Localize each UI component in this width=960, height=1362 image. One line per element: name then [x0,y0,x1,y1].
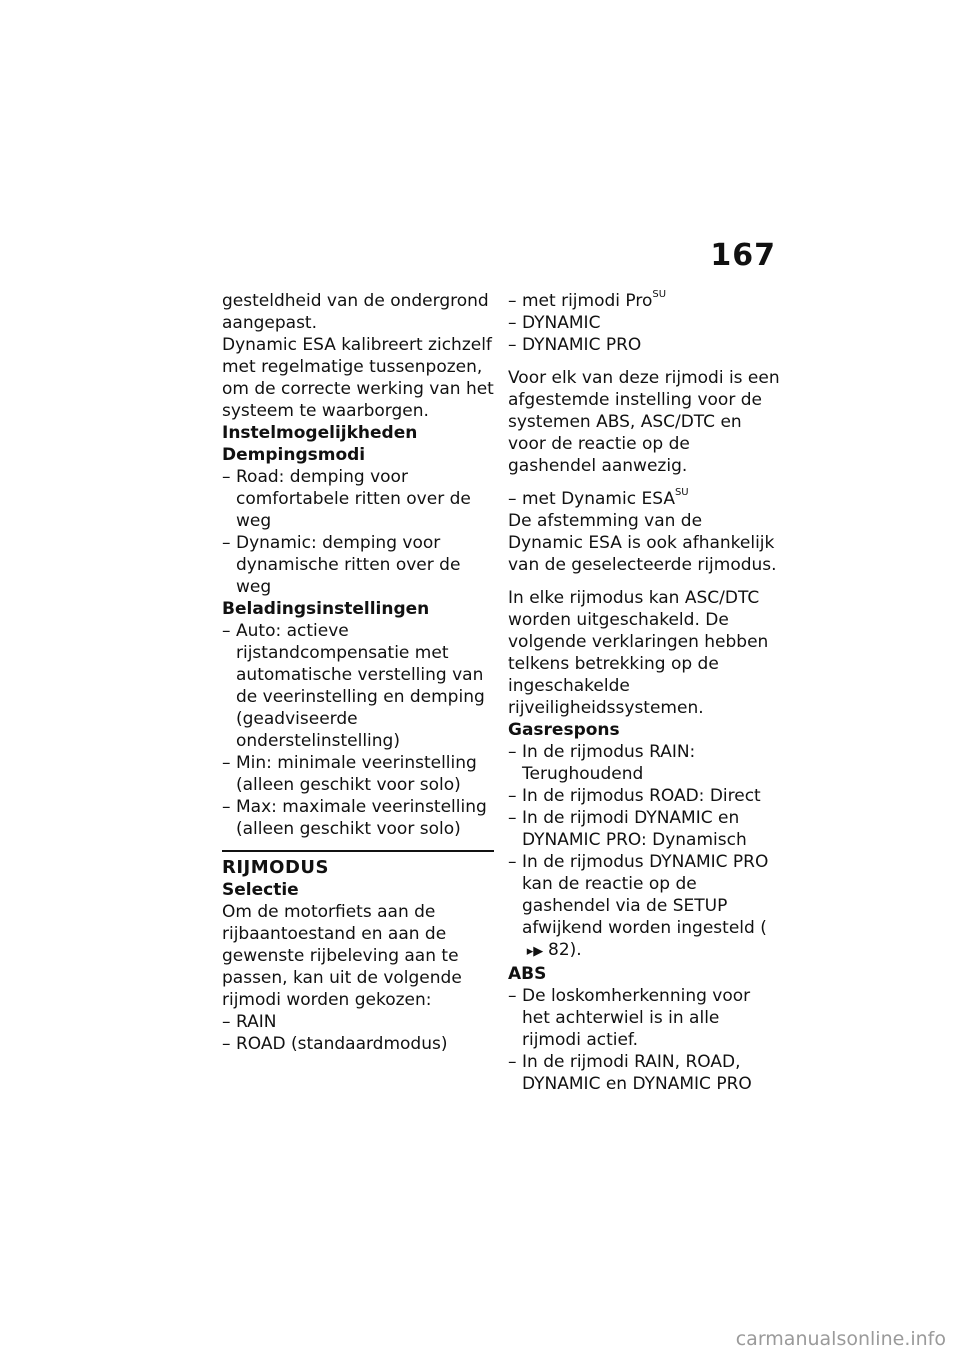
section-title-rijmodus: RIJMODUS [222,857,329,878]
pro-modes-list [508,290,780,356]
list-item: – Road: demping voor comfortabele ritten over de weg [222,466,494,532]
su-superscript: SU [652,289,667,301]
right-column [508,290,780,1095]
heading-selectie: Selectie [222,880,299,900]
list-item: – DYNAMIC PRO [508,334,780,356]
list-item [508,488,780,510]
beladingsinstellingen-list [222,620,494,840]
selectie-paragraph: Om de motorfiets aan de rijbaantoestand en aan de gewenste rijbeleving aan te passen, kan uit de volgende rijmodi worden gekozen: [222,902,462,1010]
asc-paragraph: In elke rijmodus kan ASC/DTC worden uitgeschakeld. De volgende verklaringen hebben telkens betrekking op de ingeschakelde rijveiligheidssystemen. [508,588,769,718]
page-reference-link[interactable]: 82). [548,940,582,960]
heading-instelmogelijkheden: Instelmogelijkheden [222,423,418,443]
list-item: – In de rijmodus RAIN: Terughoudend [508,741,780,785]
list-item: – ROAD (standaardmodus) [222,1033,494,1055]
intro-paragraph-2: Dynamic ESA kalibreert zichzelf met regelmatige tussenpozen, om de correcte werking van het systeem te waarborgen. [222,335,494,421]
modes-paragraph: Voor elk van deze rijmodi is een afgestemde instelling voor de systemen ABS, ASC/DTC en voor de reactie op de gashendel aanwezig. [508,368,780,476]
list-item: – Min: minimale veerinstelling (alleen geschikt voor solo) [222,752,494,796]
list-item: – RAIN [222,1011,494,1033]
abs-list [508,985,780,1095]
intro-paragraph-1: gesteldheid van de ondergrond aangepast. [222,291,489,333]
heading-abs: ABS [508,964,547,984]
list-item: – Auto: actieve rijstandcompensatie met automatische verstelling van de veerinstelling en demping (geadviseerde onderstelinstelling) [222,620,494,752]
esa-list [508,488,780,510]
list-item: – De loskomherkenning voor het achterwiel is in alle rijmodi actief. [508,985,780,1051]
list-item: – In de rijmodi DYNAMIC en DYNAMIC PRO: Dynamisch [508,807,780,851]
list-item: – In de rijmodi RAIN, ROAD, DYNAMIC en DYNAMIC PRO [508,1051,780,1095]
list-item: – Max: maximale veerinstelling (alleen geschikt voor solo) [222,796,494,840]
watermark: carmanualsonline.info [735,1328,946,1350]
arrow-reference-icon: ▸▶ [526,944,544,959]
esa-paragraph: De afstemming van de Dynamic ESA is ook afhankelijk van de geselecteerde rijmodus. [508,511,777,575]
list-item: – DYNAMIC [508,312,780,334]
section-divider [222,850,494,879]
pro-item-text: met rijmodi Pro [522,291,653,311]
page-number: 167 [710,238,776,273]
esa-item-text: met Dynamic ESA [522,489,675,509]
dempingsmodi-list [222,466,494,598]
list-item: – Dynamic: demping voor dynamische ritten over de weg [222,532,494,598]
rijmodi-list [222,1011,494,1055]
gasrespons-list [508,741,780,963]
list-item [508,290,780,312]
su-superscript: SU [674,487,689,499]
heading-beladingsinstellingen: Beladingsinstellingen [222,599,430,619]
left-column [222,290,494,1055]
gas-last-text: In de rijmodus DYNAMIC PRO kan de reactie op de gashendel via de SETUP afwijkend worden ingesteld [522,852,769,938]
heading-dempingsmodi: Dempingsmodi [222,445,366,465]
heading-gasrespons: Gasrespons [508,720,620,740]
gas-last-open: ( [760,918,767,938]
list-item [508,851,780,963]
list-item: – In de rijmodus ROAD: Direct [508,785,780,807]
